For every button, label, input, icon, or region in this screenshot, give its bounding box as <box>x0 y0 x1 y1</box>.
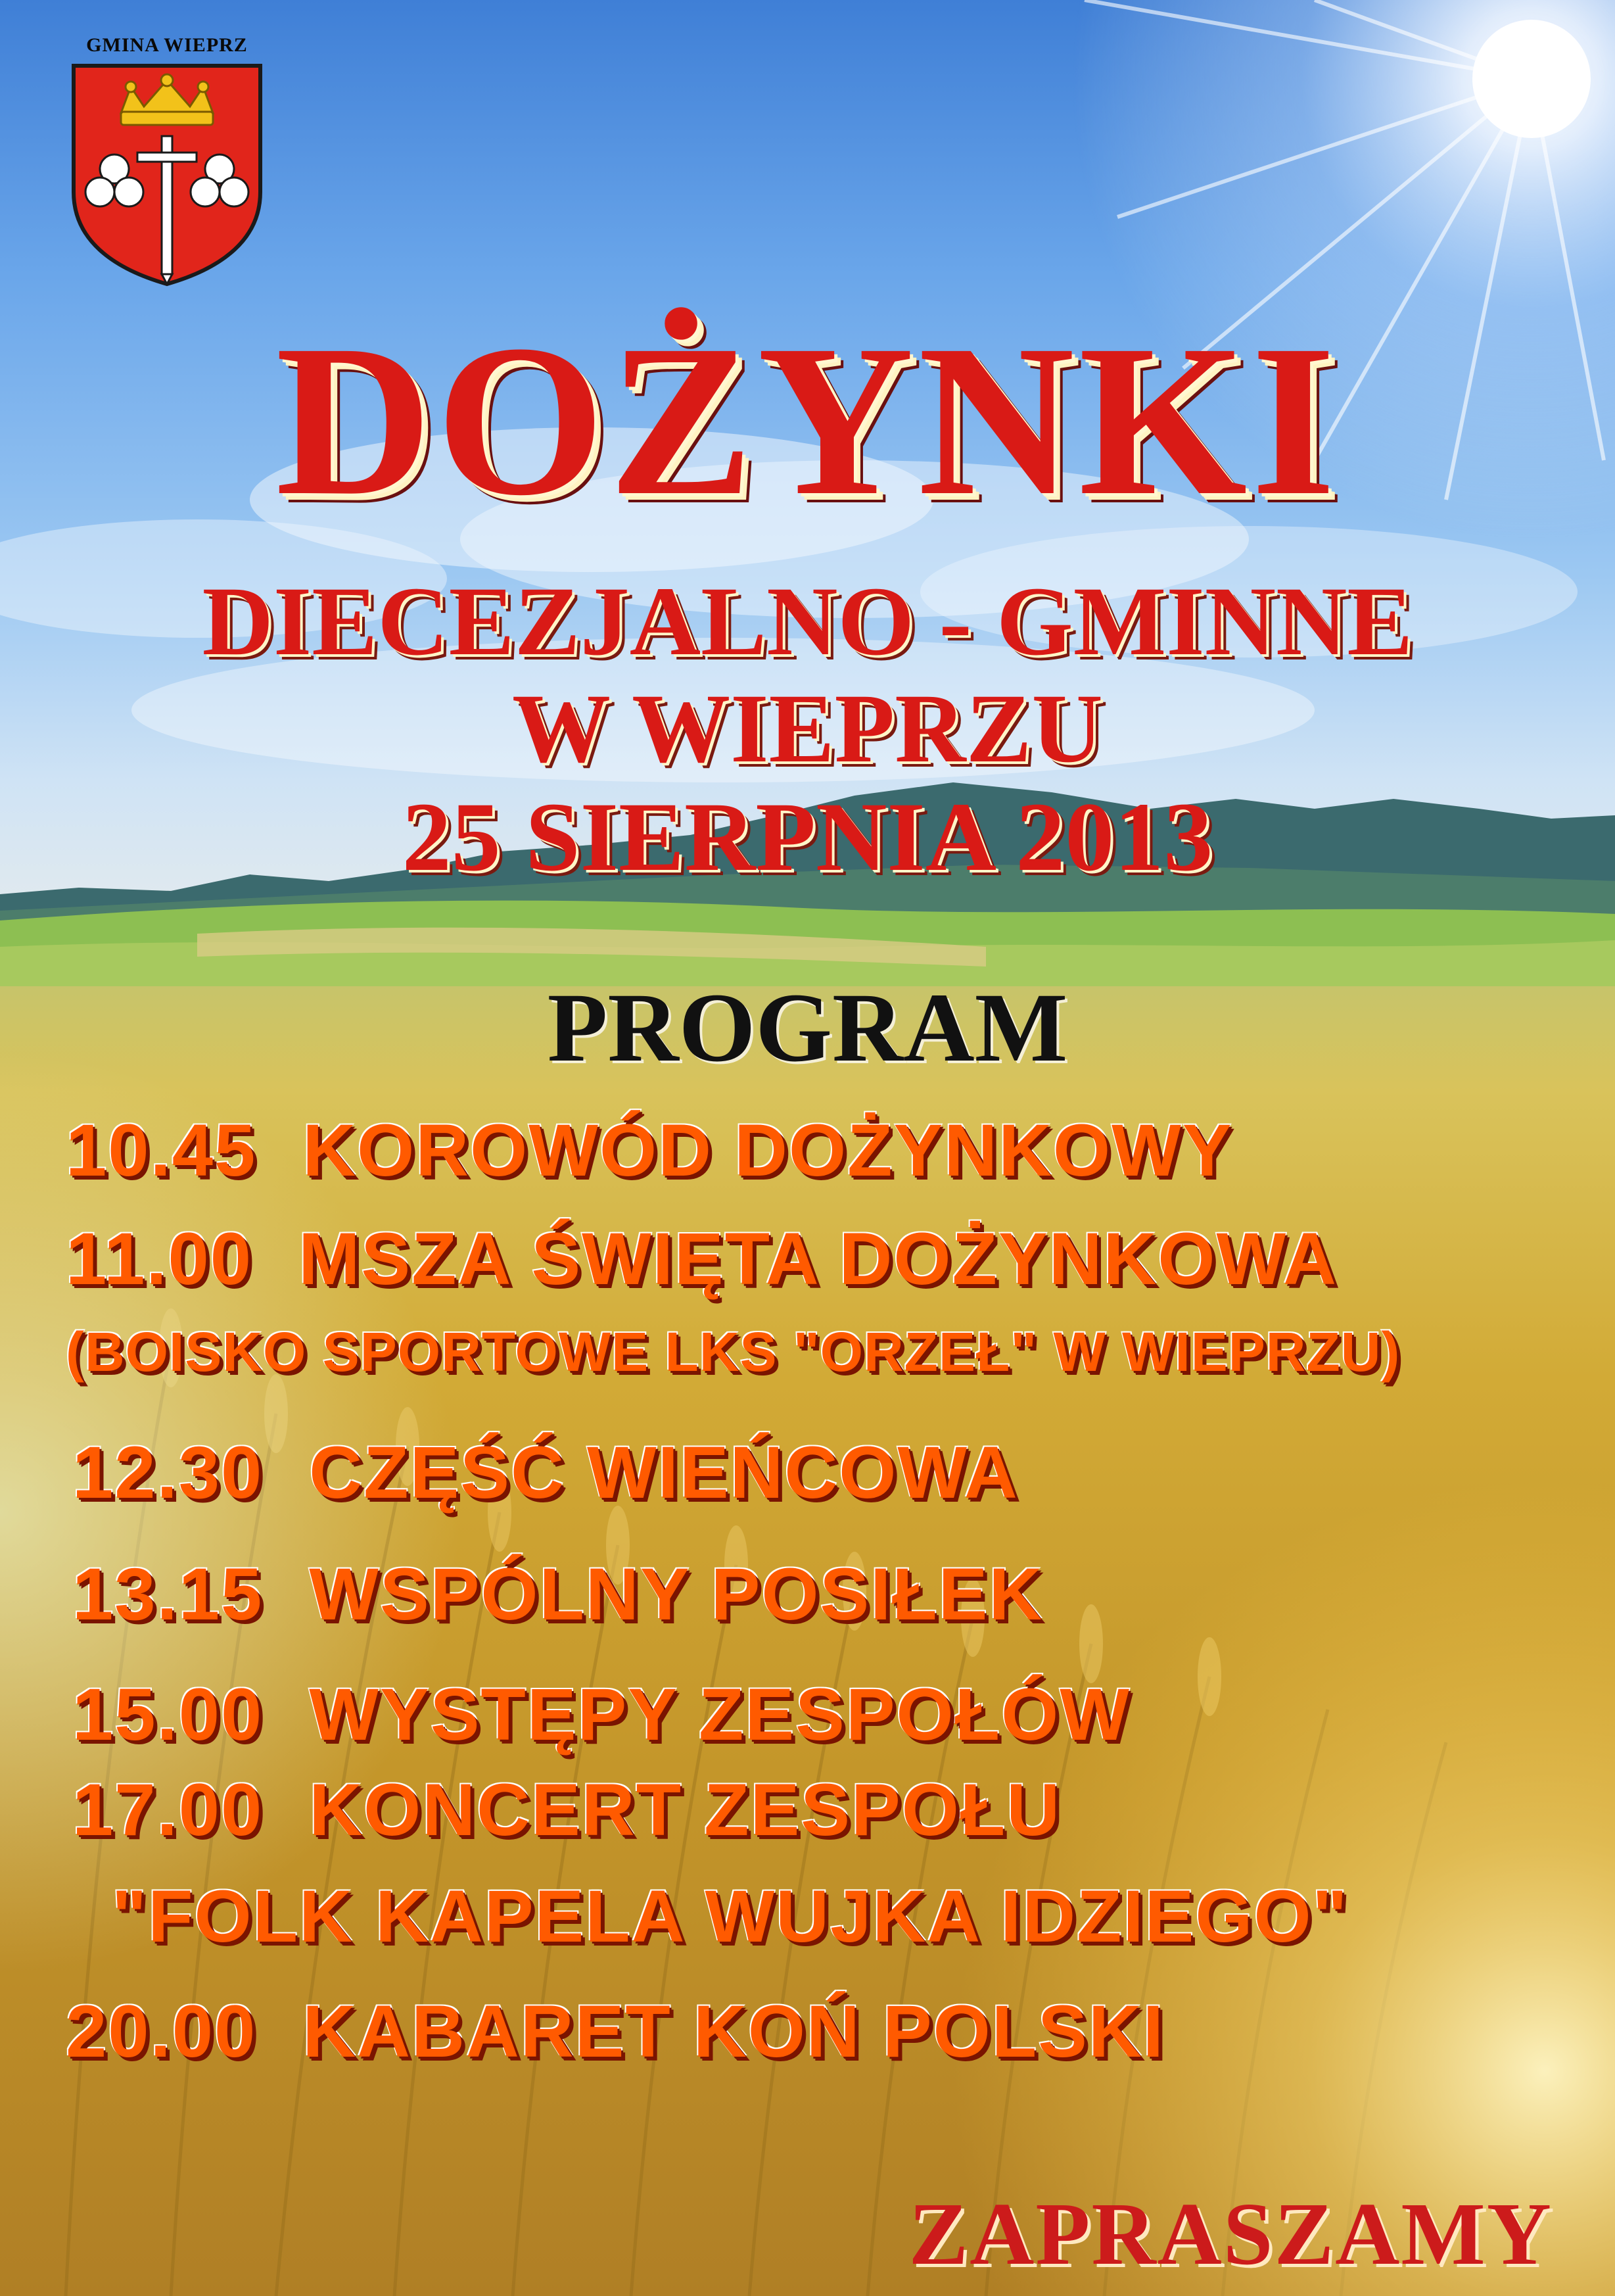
program-activity: MSZA ŚWIĘTA DOŻYNKOWA <box>298 1218 1338 1300</box>
program-item <box>72 1555 1043 1634</box>
coat-caption: GMINA WIEPRZ <box>86 34 248 56</box>
program-note: (BOISKO SPORTOWE LKS "ORZEŁ" W WIEPRZU) <box>66 1321 1401 1383</box>
program-item <box>72 1675 1131 1754</box>
program-item <box>66 1220 1338 1299</box>
event-location: W WIEPRZU <box>512 674 1103 783</box>
program-time: 11.00 <box>66 1218 253 1300</box>
program-item <box>72 1433 1019 1512</box>
program-activity: CZĘŚĆ WIEŃCOWA <box>309 1431 1019 1514</box>
program-activity: KOROWÓD DOŻYNKOWY <box>302 1109 1233 1191</box>
program-activity: WSPÓLNY POSIŁEK <box>309 1553 1044 1635</box>
program-activity: KABARET KOŃ POLSKI <box>302 1990 1165 2072</box>
program-activity: KONCERT ZESPOŁU <box>309 1769 1062 1851</box>
event-date: 25 SIERPNIA 2013 <box>402 782 1213 892</box>
program-time: 15.00 <box>72 1673 264 1756</box>
coat-of-arms-icon <box>68 60 266 287</box>
program-time: 12.30 <box>72 1431 264 1514</box>
program-time: 17.00 <box>72 1769 264 1851</box>
program-item <box>66 1111 1233 1190</box>
program-time: 13.15 <box>72 1553 264 1635</box>
program-heading: PROGRAM <box>547 973 1068 1082</box>
program-item <box>72 1771 1061 1850</box>
event-subtitle: DIECEZJALNO - GMINNE <box>202 567 1413 676</box>
program-band-name: "FOLK KAPELA WUJKA IDZIEGO" <box>112 1875 1349 1957</box>
program-activity: WYSTĘPY ZESPOŁÓW <box>309 1673 1131 1756</box>
program-time: 10.45 <box>66 1109 257 1191</box>
program-time: 20.00 <box>66 1990 257 2072</box>
invitation-text: ZAPRASZAMY <box>908 2185 1553 2284</box>
program-item <box>66 1992 1165 2071</box>
event-title: DOŻYNKI <box>275 300 1340 540</box>
